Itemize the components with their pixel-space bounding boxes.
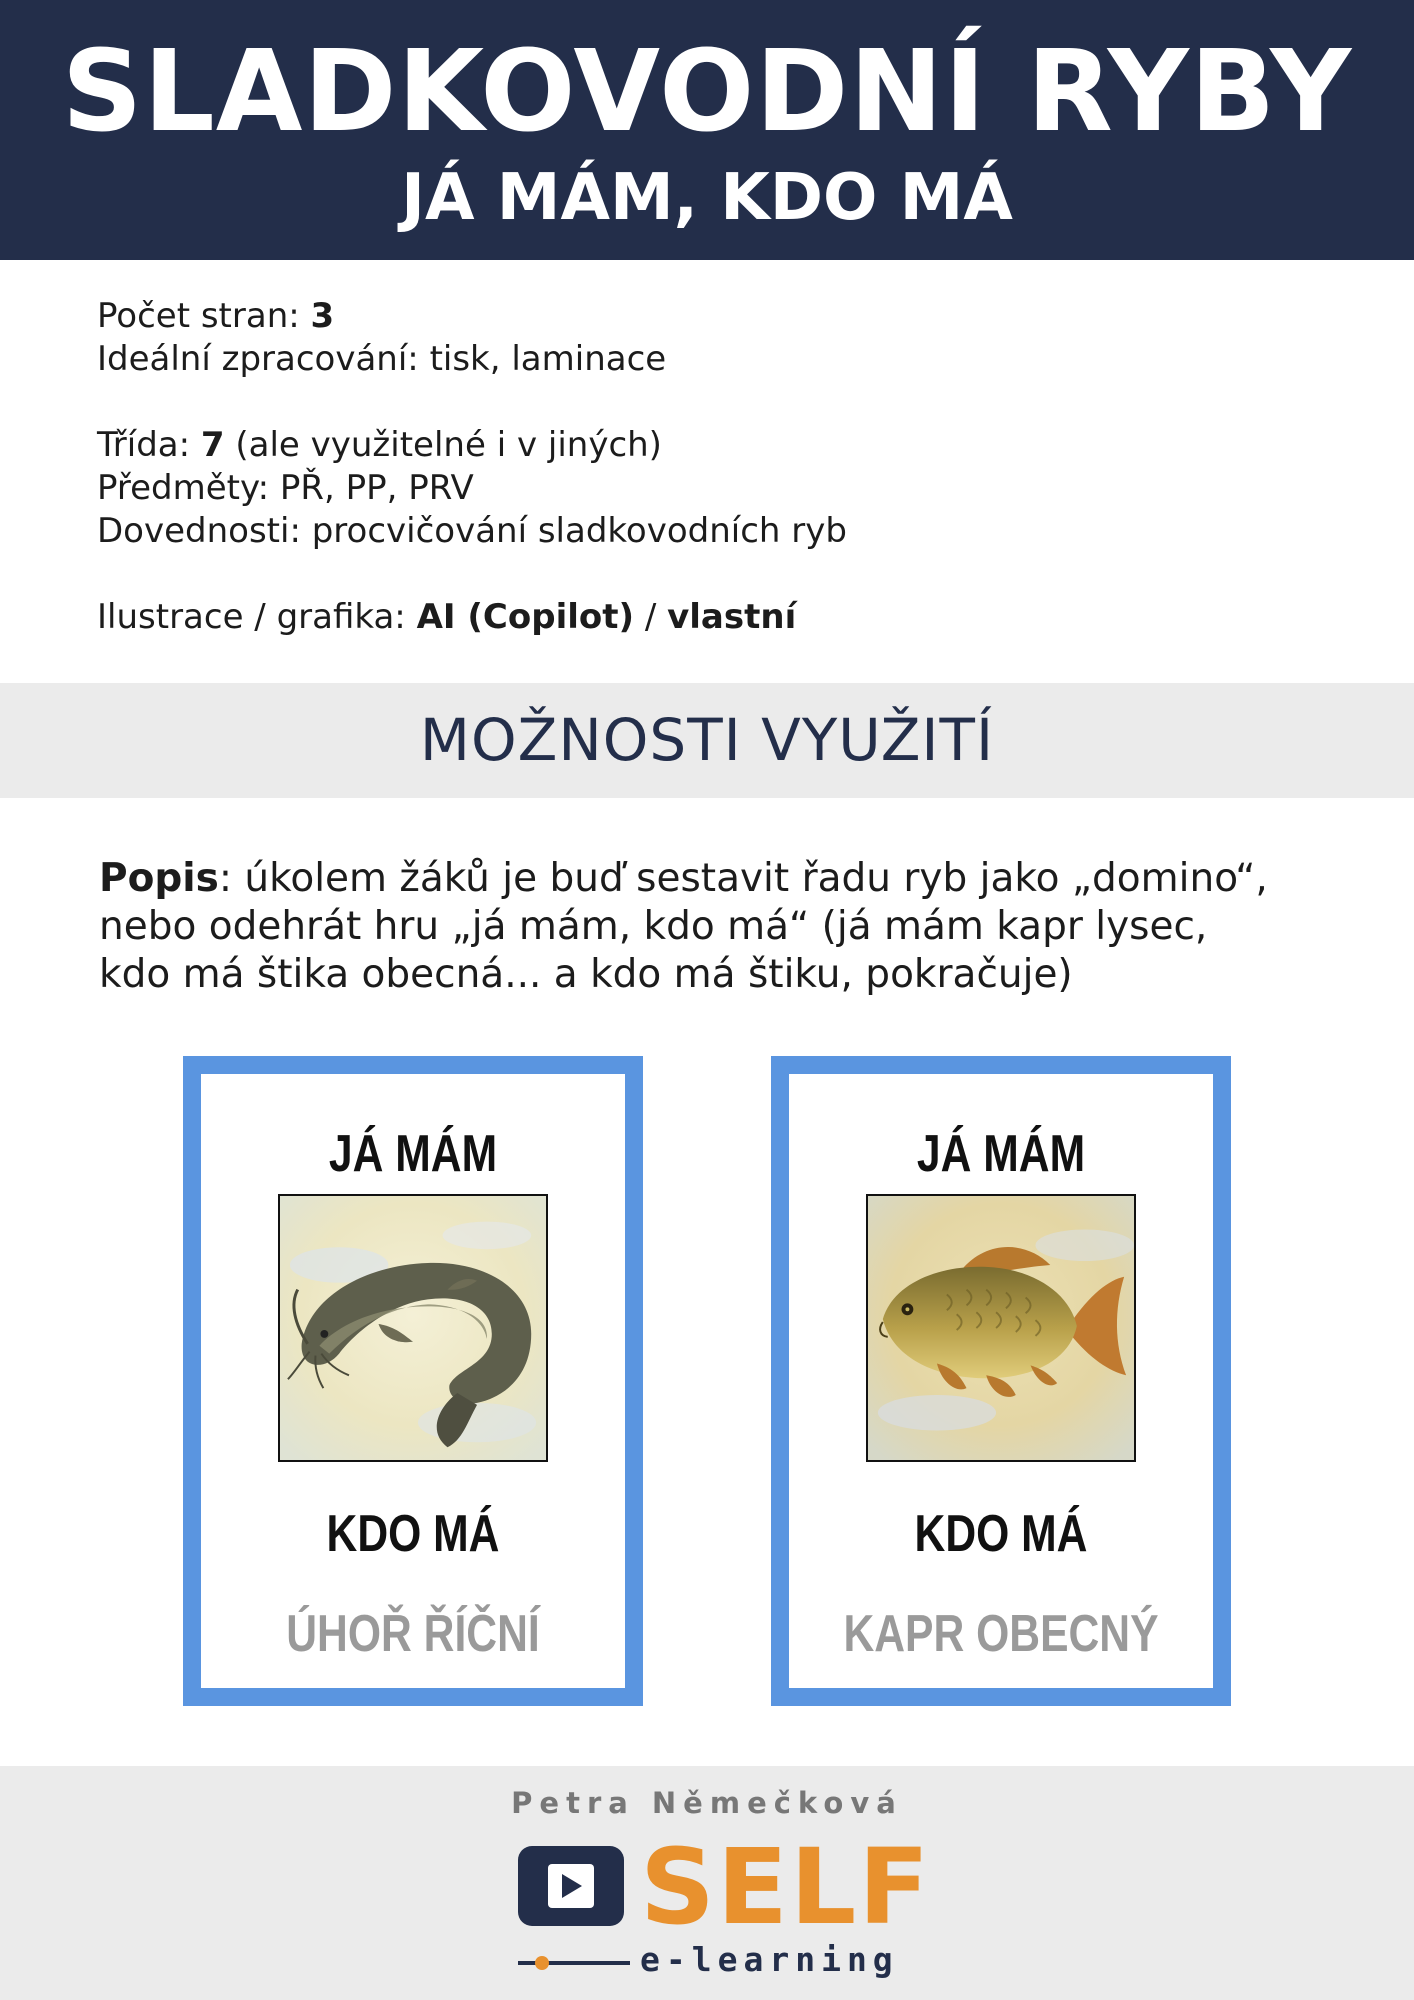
logo-text: SELF xyxy=(640,1826,932,1948)
author-name: Petra Němečková xyxy=(511,1786,903,1820)
card-top-label: JÁ MÁM xyxy=(916,1125,1086,1183)
info-block xyxy=(97,295,1317,639)
logo-subtitle: e-learning xyxy=(640,1940,899,1979)
carp-illustration-icon xyxy=(866,1194,1136,1462)
info-subjects: Předměty: PŘ, PP, PRV xyxy=(97,468,474,508)
card-mid-label: KDO MÁ xyxy=(914,1505,1088,1563)
page-title: SLADKOVODNÍ RYBY xyxy=(61,27,1353,157)
card-fish-name: KAPR OBECNÝ xyxy=(843,1605,1159,1663)
info-processing: Ideální zpracování: tisk, laminace xyxy=(97,339,667,379)
game-card-1 xyxy=(183,1056,643,1706)
description-line-1: Popis: úkolem žáků je buď sestavit řadu ryb jako „domino“, xyxy=(99,856,1268,901)
section-bar xyxy=(0,683,1414,798)
card-top-label: JÁ MÁM xyxy=(328,1125,498,1183)
header xyxy=(0,0,1414,260)
info-skills: Dovednosti: procvičování sladkovodních ryb xyxy=(97,511,847,551)
progress-line-icon xyxy=(518,1956,630,1970)
play-icon xyxy=(518,1846,624,1926)
page-subtitle: JÁ MÁM, KDO MÁ xyxy=(401,161,1013,235)
catfish-illustration-icon xyxy=(278,1194,548,1462)
game-card-2 xyxy=(771,1056,1231,1706)
section-title: MOŽNOSTI VYUŽITÍ xyxy=(419,706,995,774)
card-fish-name: ÚHOŘ ŘÍČNÍ xyxy=(286,1605,540,1663)
description-line-3: kdo má štika obecná... a kdo má štiku, pokračuje) xyxy=(99,952,1073,997)
description-line-2: nebo odehrát hru „já mám, kdo má“ (já mám kapr lysec, xyxy=(99,904,1208,949)
card-mid-label: KDO MÁ xyxy=(326,1505,500,1563)
description xyxy=(99,855,1339,999)
info-grade: Třída: 7 (ale využitelné i v jiných) xyxy=(97,425,662,465)
info-illustration: Ilustrace / grafika: AI (Copilot) / vlastní xyxy=(97,597,797,637)
footer xyxy=(0,1766,1414,2000)
info-pages: Počet stran: 3 xyxy=(97,296,335,336)
